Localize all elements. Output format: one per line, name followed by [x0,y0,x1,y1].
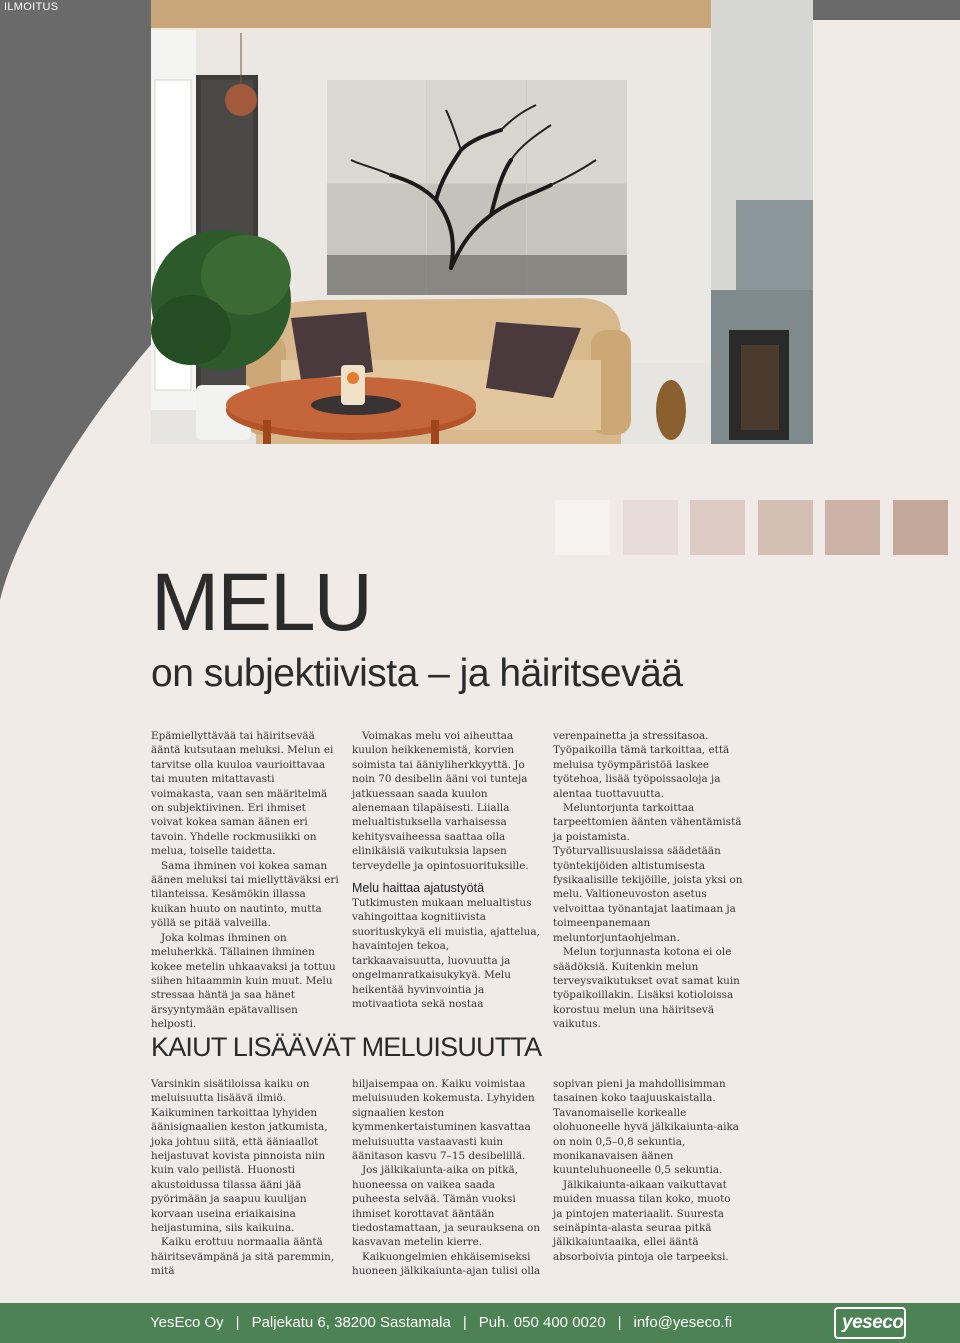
color-swatch [690,500,745,555]
article2-column-1 [151,1077,339,1279]
color-swatch [893,500,948,555]
color-swatch [758,500,813,555]
address: Paljekatu 6, 38200 Sastamala [251,1314,451,1331]
paragraph: Jälkikaiunta-aikaan vaikuttavat muiden muassa tilan koko, muoto ja pintojen materiaalit. Suuresta seinäpinta-alasta seuraa pitkä jälkikaiuntaaika, ellei ääntä absorboivia pintoja ole tarpeeksi. [553,1178,731,1263]
article1-column-2 [352,729,542,1011]
footer-contact [150,1314,732,1331]
logo-text: yeseco [842,1312,904,1333]
paragraph: Kaiku erottuu normaalia ääntä häiritsevämpänä ja sitä paremmin, mitä [151,1236,335,1278]
footer-bar [0,1303,960,1343]
email-link[interactable]: info@yeseco.fi [633,1314,733,1331]
paragraph: Epämiellyttävää tai häiritsevää ääntä kutsutaan meluksi. Melun ei tarvitse olla kuuloa vaurioittavaa tai muuten mitattavasti voimakasta, vaan sen määritelmä on subjektiivinen. Eri ihmiset voivat kokea saman äänen eri tavoin. Yhdelle rockmusiikki on melua, toiselle taidetta. [151,730,334,858]
section-heading: Melu haittaa ajatustyötä [352,881,485,896]
page-title: MELU [151,557,371,648]
separator: | [617,1314,622,1331]
article2-column-2 [352,1077,542,1279]
paragraph: Voimakas melu voi aiheuttaa kuulon heikkenemistä, korvien soimista tai ääniyliherkkyyttä. Jo noin 70 desibelin ääni voi tunteja jatkuessaan saada kuulon alenemaan tilapäisesti. Liialla melualtistuksella varhaisessa kehitysvaiheessa saattaa olla elinikäisiä vaikutuksia lapsen terveydelle ja opintosuorituksille. [352,730,529,872]
paragraph: Sama ihminen voi kokea saman äänen meluksi tai miellyttäväksi eri tilanteissa. Kesämökin illassa kuikan huuto on nautinto, mutta yöllä se pitää valveilla. [151,859,339,930]
color-swatch [623,500,678,555]
paragraph: Varsinkin sisätiloissa kaiku on meluisuutta lisäävä ilmiö. Kaikuminen tarkoittaa lyhyiden äänisignaalien keston jatkumista, joka johtuu siitä, että ääniaallot heijastuvat kovista pinnoista niin kuin valo peilistä. Huonosti akustoidussa tilassa ääni jää pyörimään ja saapuu kuulijan korvaan useina eriaikaisina heijastumina, siis kaikuina. [151,1078,328,1235]
paragraph: Jos jälkikaiunta-aika on pitkä, huoneessa on vaikea saada puheesta selvää. Tämän vuoksi ihmiset korottavat ääntään tiedostamattaan, ja seurauksena on kasvavan metelin kierre. [352,1164,541,1249]
paragraph: Kaikuongelmien ehkäisemiseksi huoneen jälkikaiunta-ajan tulisi olla [352,1250,541,1278]
separator: | [235,1314,240,1331]
paragraph: verenpainetta ja stressitasoa. Työpaikoilla tämä tarkoittaa, että meluisa työympäristöä laskee työtehoa, lisää työpoissaoloja ja alentaa tuottavuutta. [553,730,730,800]
article2-column-3 [553,1077,743,1264]
color-swatch [555,500,610,555]
phone: Puh. 050 400 0020 [478,1314,606,1331]
article1-column-1 [151,729,339,1032]
section-title: KAIUT LISÄÄVÄT MELUISUUTTA [151,1032,542,1062]
living-room-photo [151,0,813,444]
paragraph: sopivan pieni ja mahdollisimman tasainen koko taajuuskaistalla. Tavanomaiselle korkealle olohuoneelle hyvä jälkikaiunta-aika on noin 0,5–0,8 sekuntia, monikanavaisen äänen kuunteluhuoneelle 0,5 sekuntia. [553,1078,739,1177]
paragraph: Tutkimusten mukaan melualtistus vahingoittaa kognitiivista suorituskykyä eli muistia, ajattelua, havaintojen tekoa, tarkkaavaisuutta, luovuutta ja ongelmanratkaisukykyä. Melu heikentää hyvinvointia ja motivaatiota sekä nostaa [352,897,540,1010]
company-name: YesEco Oy [150,1314,224,1331]
color-swatch [825,500,880,555]
paragraph: hiljaisempaa on. Kaiku voimistaa meluisuuden kokemusta. Lyhyiden signaalien keston kymmenkertaistuminen kasvattaa meluisuutta vastaavasti kuin äänitason kasvu 7–15 desibelillä. [352,1078,535,1163]
yeseco-logo [834,1307,906,1339]
paragraph: Meluntorjunta tarkoittaa tarpeettomien äänten vähentämistä ja poistamista. Työturvallisuuslaissa säädetään työntekijöiden altistumisesta fysikaalisille tekijöille, joista yksi on melu. Valtioneuvoston asetus velvoittaa työnantajat laatimaan ja toimeenpanemaan meluntorjuntaohjelman. [553,802,743,944]
color-swatches [555,500,945,555]
article1-column-3 [553,729,743,1032]
separator: | [462,1314,467,1331]
page-subtitle: on subjektiivista – ja häiritsevää [151,652,683,695]
advertisement-label: ILMOITUS [4,1,59,13]
paragraph: Melun torjunnasta kotona ei ole säädöksiä. Kuitenkin melun terveysvaikutukset ovat samat kuin työpaikoillakin. Lisäksi kotioloissa korostuu melun una häiritsevä vaikutus. [553,946,740,1031]
paragraph: Joka kolmas ihminen on meluherkkä. Tällainen ihminen kokee metelin uhkaavaksi ja tottuu siihen hitaammin kuin muut. Melu stressaa häntä ja saa hänet ärsyyntymään epätavallisen helposti. [151,931,336,1031]
